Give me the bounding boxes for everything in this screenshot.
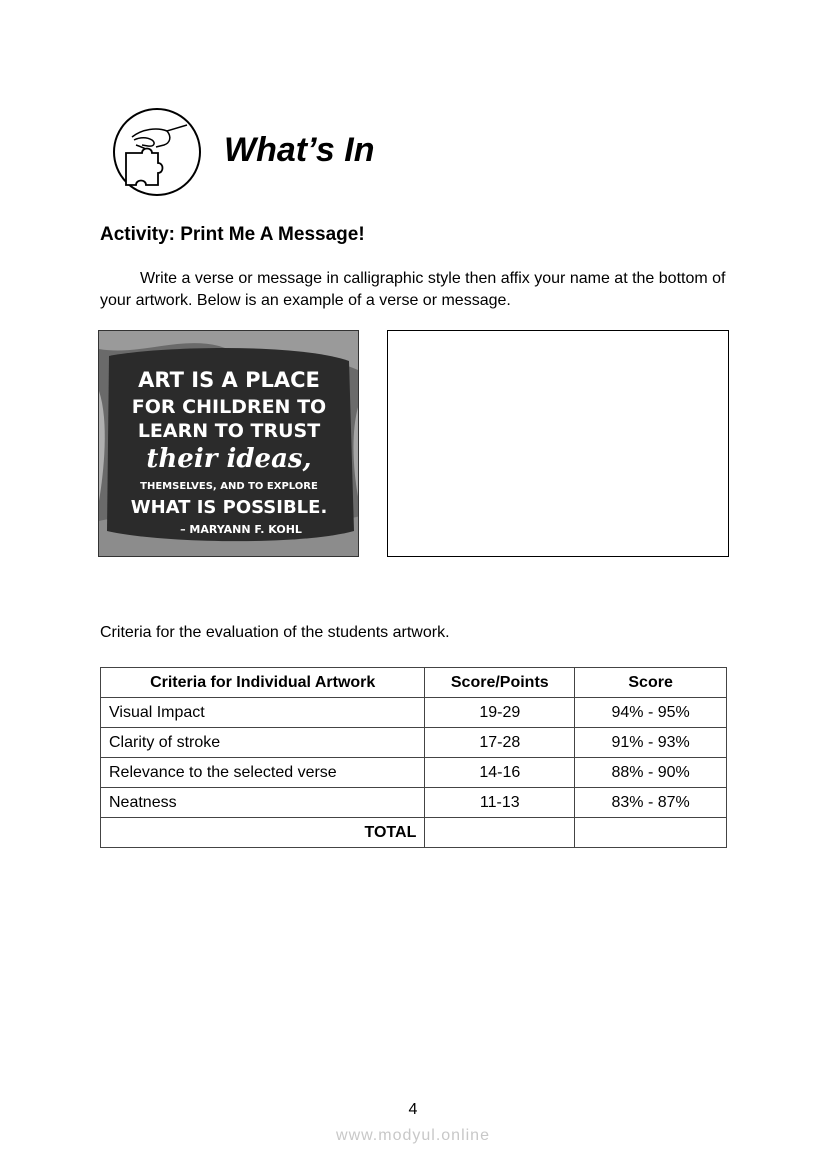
criteria-intro: Criteria for the evaluation of the students artwork. [100, 624, 450, 641]
art-line-2: FOR CHILDREN TO [131, 396, 327, 418]
total-row [101, 818, 727, 848]
art-line-5: THEMSELVES, AND TO EXPLORE [140, 481, 318, 492]
table-row [101, 758, 727, 788]
header-score-points: Score/Points [425, 668, 575, 698]
section-title: What’s In [224, 131, 375, 169]
art-line-6: WHAT IS POSSIBLE. [130, 497, 328, 518]
table-row [101, 728, 727, 758]
total-label: TOTAL [101, 818, 425, 848]
criteria-cell: Relevance to the selected verse [101, 758, 425, 788]
activity-instructions: Write a verse or message in calligraphic style then affix your name at the bottom of your artwork. Below is an example of a verse or message. [100, 270, 726, 309]
score-cell: 88% - 90% [575, 758, 727, 788]
activity-title: Activity: Print Me A Message! [100, 224, 365, 245]
criteria-cell: Neatness [101, 788, 425, 818]
table-row [101, 788, 727, 818]
criteria-cell: Visual Impact [101, 698, 425, 728]
table-row [101, 698, 727, 728]
page-number: 4 [408, 1101, 418, 1118]
score-cell: 94% - 95% [575, 698, 727, 728]
criteria-cell: Clarity of stroke [101, 728, 425, 758]
header-criteria: Criteria for Individual Artwork [101, 668, 425, 698]
watermark: www.modyul.online [336, 1127, 490, 1144]
score-cell: 91% - 93% [575, 728, 727, 758]
points-cell: 19-29 [425, 698, 575, 728]
hand-puzzle-icon [112, 107, 202, 197]
points-cell: 11-13 [425, 788, 575, 818]
art-line-1: ART IS A PLACE [138, 368, 320, 392]
score-cell: 83% - 87% [575, 788, 727, 818]
points-cell: 17-28 [425, 728, 575, 758]
artwork-drawing-box[interactable] [387, 330, 729, 557]
art-line-7: – MARYANN F. KOHL [180, 523, 302, 536]
total-score-cell[interactable] [575, 818, 727, 848]
example-verse-artwork [98, 330, 359, 557]
criteria-table [100, 667, 727, 848]
art-line-4: their ideas, [146, 444, 312, 474]
table-header-row [101, 668, 727, 698]
art-line-3: LEARN TO TRUST [137, 420, 321, 442]
header-score: Score [575, 668, 727, 698]
points-cell: 14-16 [425, 758, 575, 788]
total-points-cell[interactable] [425, 818, 575, 848]
